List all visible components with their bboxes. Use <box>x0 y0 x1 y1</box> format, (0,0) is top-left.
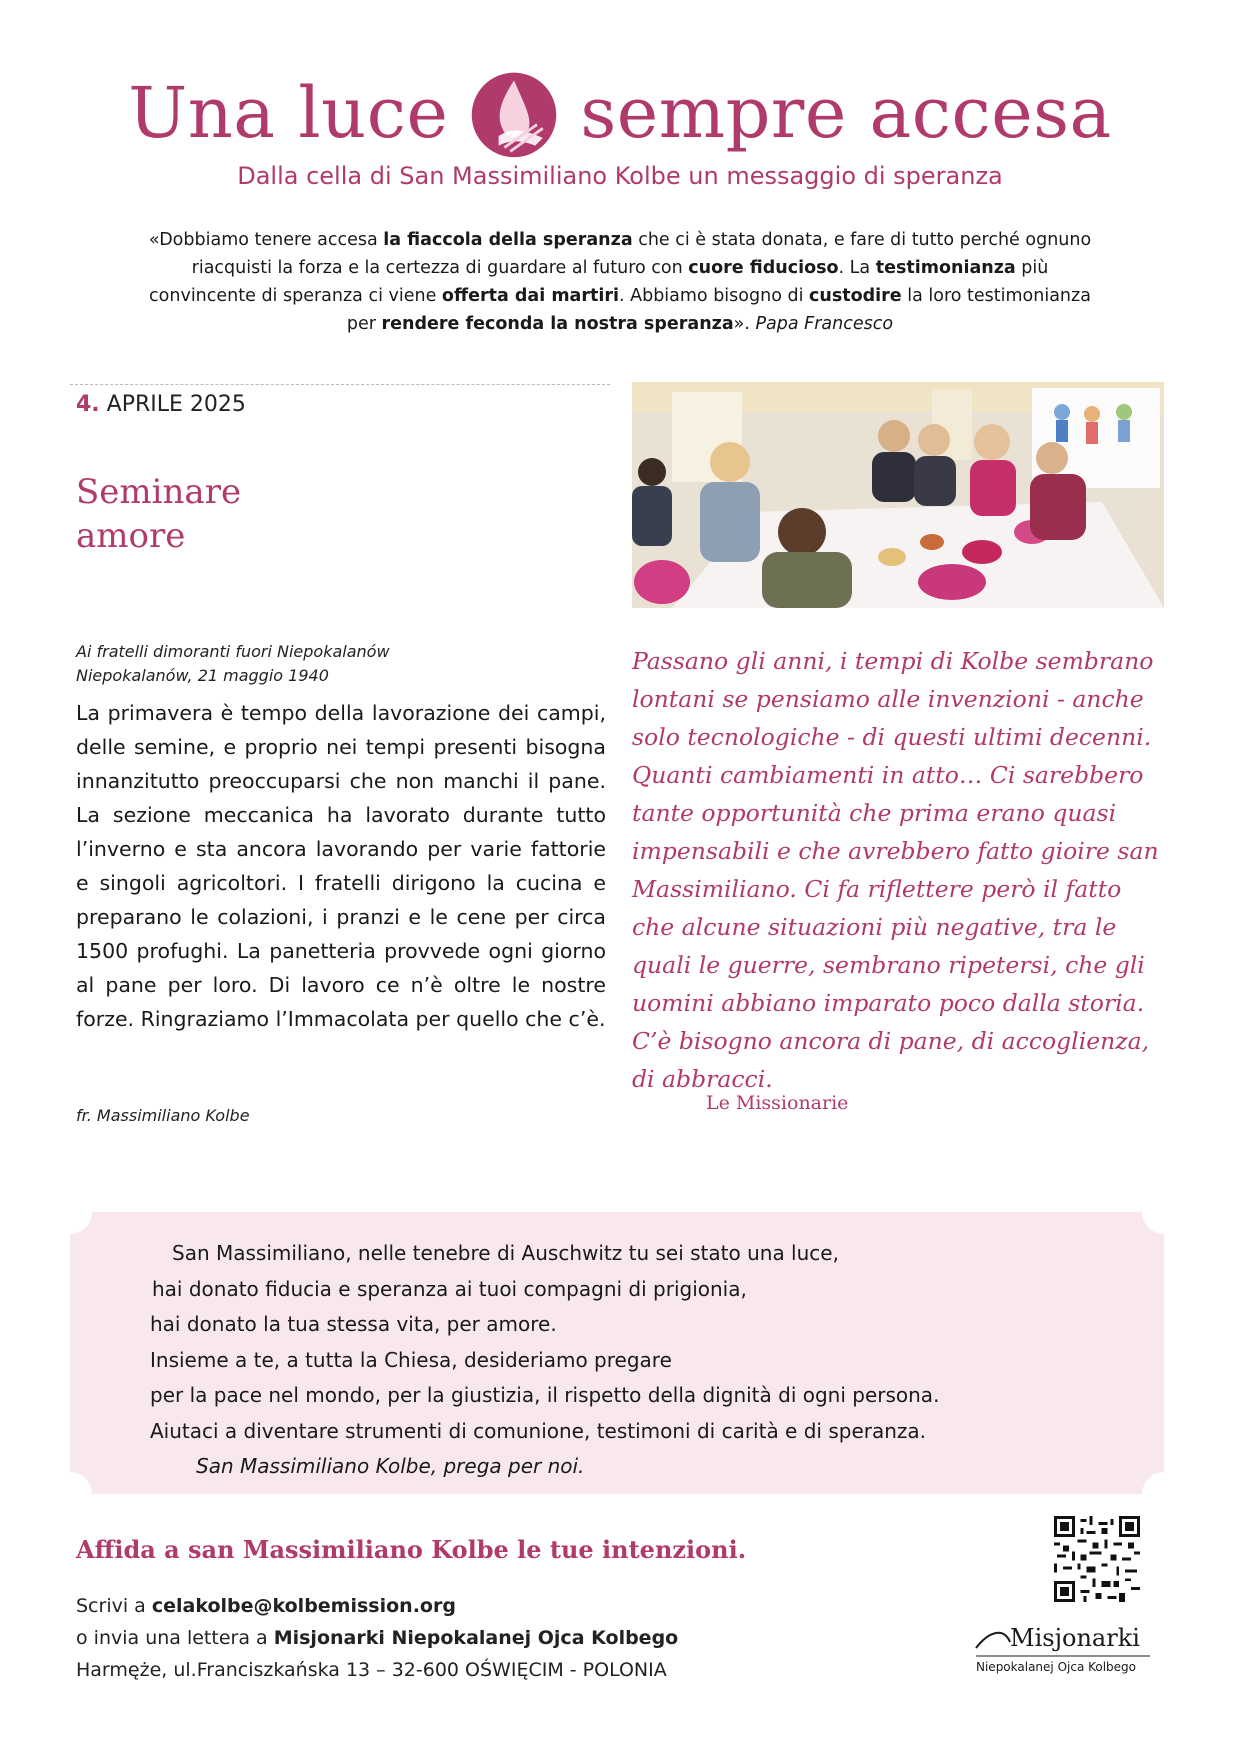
logo-name: Misjonarki <box>1010 1624 1140 1652</box>
date-number: 4. <box>76 392 100 417</box>
reflection-text: Passano gli anni, i tempi di Kolbe sembrano lontani se pensiamo alle invenzioni - anche solo tecnologiche - di questi ultimi decenni. Quanti cambiamenti in atto… Ci sarebbero tante opportunità che prima erano quasi impensabili e che avrebbero fatto gioire san Massimiliano. Ci fa riflettere però il fatto che alcune situazioni più negative, tra le quali le guerre, sembrano ripetersi, che gli uomini abbiano imparato poco dalla storia. C’è bisogno ancora di pane, di accoglienza, di abbracci. <box>632 647 1159 1093</box>
quote-emphasis: la fiaccola della speranza <box>383 230 633 250</box>
letter-place-date: Niepokalanów, 21 maggio 1940 <box>76 666 329 685</box>
date-text: APRILE 2025 <box>99 392 246 417</box>
prayer-line: Insieme a te, a tutta la Chiesa, desideriamo pregare <box>150 1347 672 1372</box>
logo-subtitle: Niepokalanej Ojca Kolbego <box>976 1660 1137 1674</box>
section-divider <box>70 384 610 385</box>
title-right: sempre accesa <box>580 72 1112 154</box>
organization-name: Misjonarki Niepokalanej Ojca Kolbego <box>273 1627 679 1649</box>
letter-recipient: Ai fratelli dimoranti fuori Niepokalanów <box>76 642 390 661</box>
article-title-line: amore <box>76 516 186 556</box>
contact-letter-line <box>76 1622 678 1654</box>
quote-segment: ». <box>733 314 756 334</box>
contact-email-line <box>76 1590 678 1622</box>
reflection-signature: Le Missionarie <box>706 1092 849 1114</box>
quote-emphasis: cuore fiducioso <box>688 258 839 278</box>
title-left: Una luce <box>128 72 449 154</box>
letter-prefix: o invia una lettera a <box>76 1627 274 1649</box>
prayer-line: per la pace nel mondo, per la giustizia, il rispetto della dignità di ogni persona. <box>150 1383 940 1407</box>
quote-emphasis: custodire <box>809 286 902 306</box>
postal-address: Harmęże, ul.Franciszkańska 13 – 32-600 OŚWIĘCIM - POLONIA <box>76 1659 667 1681</box>
call-to-action: Affida a san Massimiliano Kolbe le tue intenzioni. <box>76 1535 747 1564</box>
quote-segment: la loro testimonianza per <box>346 286 1091 334</box>
quote-segment: più convincente di speranza ci viene <box>149 258 1049 306</box>
quote-segment: . Abbiamo bisogno di <box>618 286 809 306</box>
letter-signature: fr. Massimiliano Kolbe <box>76 1106 250 1125</box>
group-photo <box>632 382 1164 608</box>
letter-meta <box>76 640 390 688</box>
prayer-line: hai donato fiducia e speranza ai tuoi compagni di prigionia, <box>152 1276 747 1301</box>
prayer-text <box>150 1236 1110 1485</box>
header-title <box>0 58 1240 168</box>
quote-emphasis: testimonianza <box>875 258 1016 278</box>
quote-segment: «Dobbiamo tenere accesa <box>148 230 384 250</box>
quote-segment: . La <box>838 258 876 278</box>
flame-logo-icon <box>466 65 562 161</box>
prayer-line: hai donato la tua stessa vita, per amore. <box>150 1312 557 1336</box>
quote-emphasis: offerta dai martiri <box>441 286 619 306</box>
write-prefix: Scrivi a <box>76 1595 152 1617</box>
article-title-line: Seminare <box>76 472 242 512</box>
contact-info <box>76 1590 678 1686</box>
quote-emphasis: rendere feconda la nostra speranza <box>381 314 734 334</box>
email-link[interactable]: celakolbe@kolbemission.org <box>151 1595 456 1617</box>
prayer-closing: San Massimiliano Kolbe, prega per noi. <box>196 1454 585 1478</box>
article-title <box>76 470 376 558</box>
quote-author: Papa Francesco <box>755 314 894 334</box>
date-line <box>76 392 246 417</box>
intro-quote <box>140 226 1100 338</box>
page-subtitle: Dalla cella di San Massimiliano Kolbe un messaggio di speranza <box>237 162 1003 190</box>
quote-segment: che ci è stata donata, e fare di tutto perché ognuno riacquisti la forza e la certezza di guardare al futuro con <box>191 230 1092 278</box>
qr-code-icon <box>1054 1516 1140 1602</box>
prayer-line: San Massimiliano, nelle tenebre di Auschwitz tu sei stato una luce, <box>172 1241 839 1265</box>
letter-body: La primavera è tempo della lavorazione dei campi, delle semine, e proprio nei tempi presenti bisogna innanzitutto preoccuparsi che non manchi il pane. La sezione meccanica ha lavorato durante tutto l’inverno e sta ancora lavorando per varie fattorie e singoli agricoltori. I fratelli dirigono la cucina e preparano le colazioni, i pranzi e le cene per circa 1500 profughi. La panetteria provvede ogni giorno al pane per loro. Di lavoro ce n’è oltre le nostre forze. Ringraziamo l’Immacolata per quello che c’è. <box>76 701 606 1031</box>
prayer-line: Aiutaci a diventare strumenti di comunione, testimoni di carità e di speranza. <box>150 1418 927 1443</box>
